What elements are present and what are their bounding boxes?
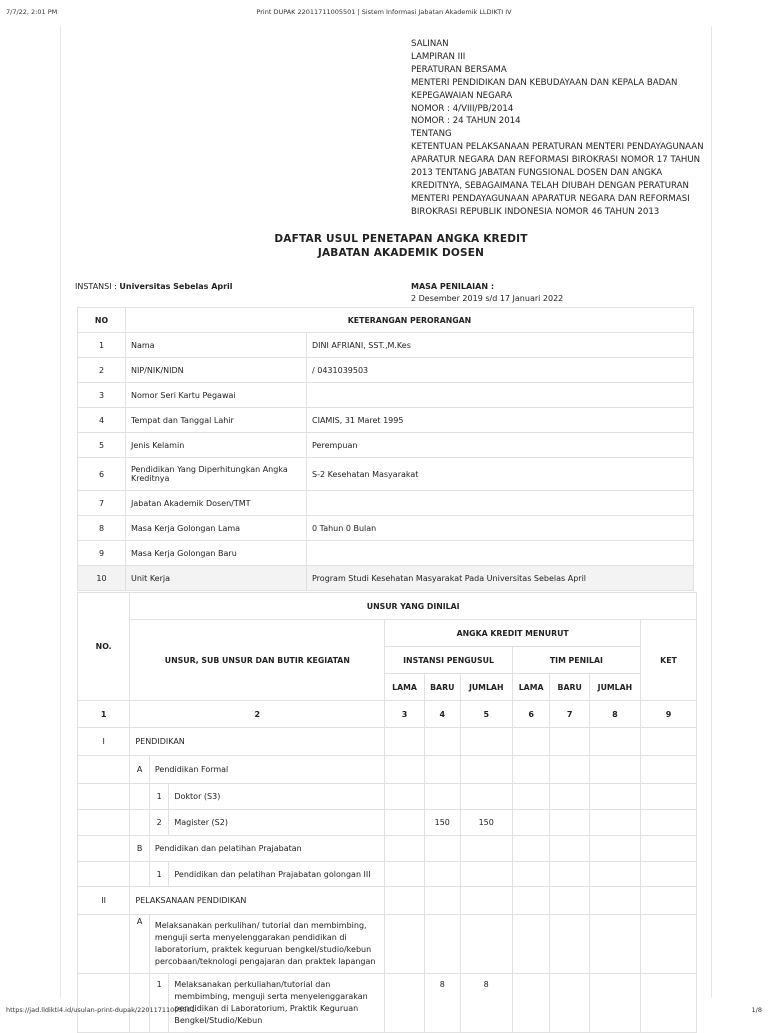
table-row: 1 Melaksanakan perkuliahan/tutorial dan membimbing, menguji serta menyelenggarakan pendidikan di Laboratorium, Praktik Keguruan Bengkel/Studio/Kebun 8 8 <box>78 974 697 1033</box>
print-timestamp: 7/7/22, 2:01 PM <box>6 8 58 16</box>
print-footer <box>6 1006 762 1018</box>
col-baru: BARU <box>424 674 460 701</box>
col-jumlah: JUMLAH <box>460 674 512 701</box>
col-jumlah: JUMLAH <box>589 674 640 701</box>
table-header-row <box>78 593 697 620</box>
table-row: 5 Jenis Kelamin Perempuan <box>78 433 694 458</box>
print-title: Print DUPAK 22011711005501 | Sistem Informasi Jabatan Akademik LLDIKTI IV <box>256 8 512 16</box>
col-no: NO. <box>78 593 130 701</box>
table-row: 4 Tempat dan Tanggal Lahir CIAMIS, 31 Maret 1995 <box>78 408 694 433</box>
col-unsur-sub: UNSUR, SUB UNSUR DAN BUTIR KEGIATAN <box>130 620 385 701</box>
personal-info-table <box>77 307 694 591</box>
masa-label: MASA PENILAIAN : <box>411 282 495 291</box>
col-tim-penilai: TIM PENILAI <box>512 647 640 674</box>
reference-line: LAMPIRAN III <box>411 51 466 62</box>
print-header <box>6 8 762 22</box>
table-row: 6 Pendidikan Yang Diperhitungkan Angka Kreditnya S-2 Kesehatan Masyarakat <box>78 458 694 491</box>
col-ket: KET <box>641 620 697 701</box>
col-lama: LAMA <box>385 674 424 701</box>
table-row: 1 Pendidikan dan pelatihan Prajabatan golongan III <box>78 862 697 887</box>
reference-line: KEPEGAWAIAN NEGARA <box>411 90 513 101</box>
table-row: A Pendidikan Formal <box>78 756 697 784</box>
page-number: 1/8 <box>751 1006 762 1014</box>
table-row: 2 NIP/NIK/NIDN / 0431039503 <box>78 358 694 383</box>
reference-line: NOMOR : 4/VIII/PB/2014 <box>411 103 514 114</box>
col-angka-kredit: ANGKA KREDIT MENURUT <box>385 620 641 647</box>
column-number-row: 1 2 3 4 5 6 7 8 9 <box>78 701 697 728</box>
masa-penilaian-field <box>411 281 563 305</box>
table-header-row <box>78 308 694 333</box>
title-line-1: DAFTAR USUL PENETAPAN ANGKA KREDIT <box>274 233 528 245</box>
table-row: 10 Unit Kerja Program Studi Kesehatan Masyarakat Pada Universitas Sebelas April <box>78 566 694 591</box>
table-row: 3 Nomor Seri Kartu Pegawai <box>78 383 694 408</box>
col-instansi-pengusul: INSTANSI PENGUSUL <box>385 647 512 674</box>
instansi-label: INSTANSI : <box>75 282 120 291</box>
reference-block <box>411 38 711 219</box>
reference-line: NOMOR : 24 TAHUN 2014 <box>411 116 521 127</box>
table-row: 8 Masa Kerja Golongan Lama 0 Tahun 0 Bulan <box>78 516 694 541</box>
credit-score-table <box>77 592 697 1033</box>
col-keterangan: KETERANGAN PERORANGAN <box>126 308 694 333</box>
reference-line: MENTERI PENDIDIKAN DAN KEBUDAYAAN DAN KEPALA BADAN <box>411 77 678 88</box>
col-lama: LAMA <box>512 674 550 701</box>
table-row: 1 Doktor (S3) <box>78 784 697 810</box>
title-line-2: JABATAN AKADEMIK DOSEN <box>317 247 485 259</box>
col-unsur-dinilai: UNSUR YANG DINILAI <box>130 593 697 620</box>
reference-line: TENTANG <box>411 129 452 140</box>
table-row: A Melaksanakan perkulihan/ tutorial dan membimbing, menguji serta menyelenggarakan pendidikan di laboratorium, praktek keguruan bengkel/studio/kebun percobaan/teknologi pengajaran dan praktek lapangan <box>78 915 697 974</box>
table-row: 1 Nama DINI AFRIANI, SST.,M.Kes <box>78 333 694 358</box>
table-row: I PENDIDIKAN <box>78 728 697 756</box>
table-row: 7 Jabatan Akademik Dosen/TMT <box>78 491 694 516</box>
reference-subject: KETENTUAN PELAKSANAAN PERATURAN MENTERI PENDAYAGUNAAN APARATUR NEGARA DAN REFORMASI BIROKRASI NOMOR 17 TAHUN 2013 TENTANG JABATAN FUNGSIONAL DOSEN DAN ANGKA KREDITNYA, SEBAGAIMANA TELAH DIUBAH DENGAN PERATURAN MENTERI PENDAYAGUNAAN APARATUR NEGARA DAN REFORMASI BIROKRASI REPUBLIK INDONESIA NOMOR 46 TAHUN 2013 <box>411 142 704 217</box>
instansi-value: Universitas Sebelas April <box>119 282 233 291</box>
instansi-field <box>75 282 233 291</box>
masa-value: 2 Desember 2019 s/d 17 Januari 2022 <box>411 294 564 303</box>
table-row: 9 Masa Kerja Golongan Baru <box>78 541 694 566</box>
document-title <box>61 232 741 260</box>
reference-line: SALINAN <box>411 39 449 49</box>
page-url: https://jad.lldikti4.id/usulan-print-dupak/22011711005501 <box>6 1006 195 1014</box>
reference-line: PERATURAN BERSAMA <box>411 64 507 75</box>
table-header-row <box>78 620 697 647</box>
col-baru: BARU <box>550 674 589 701</box>
table-row: II PELAKSANAAN PENDIDIKAN <box>78 887 697 915</box>
table-row: 2 Magister (S2) 150 150 <box>78 810 697 836</box>
col-no: NO <box>78 308 126 333</box>
table-row: B Pendidikan dan pelatihan Prajabatan <box>78 836 697 862</box>
